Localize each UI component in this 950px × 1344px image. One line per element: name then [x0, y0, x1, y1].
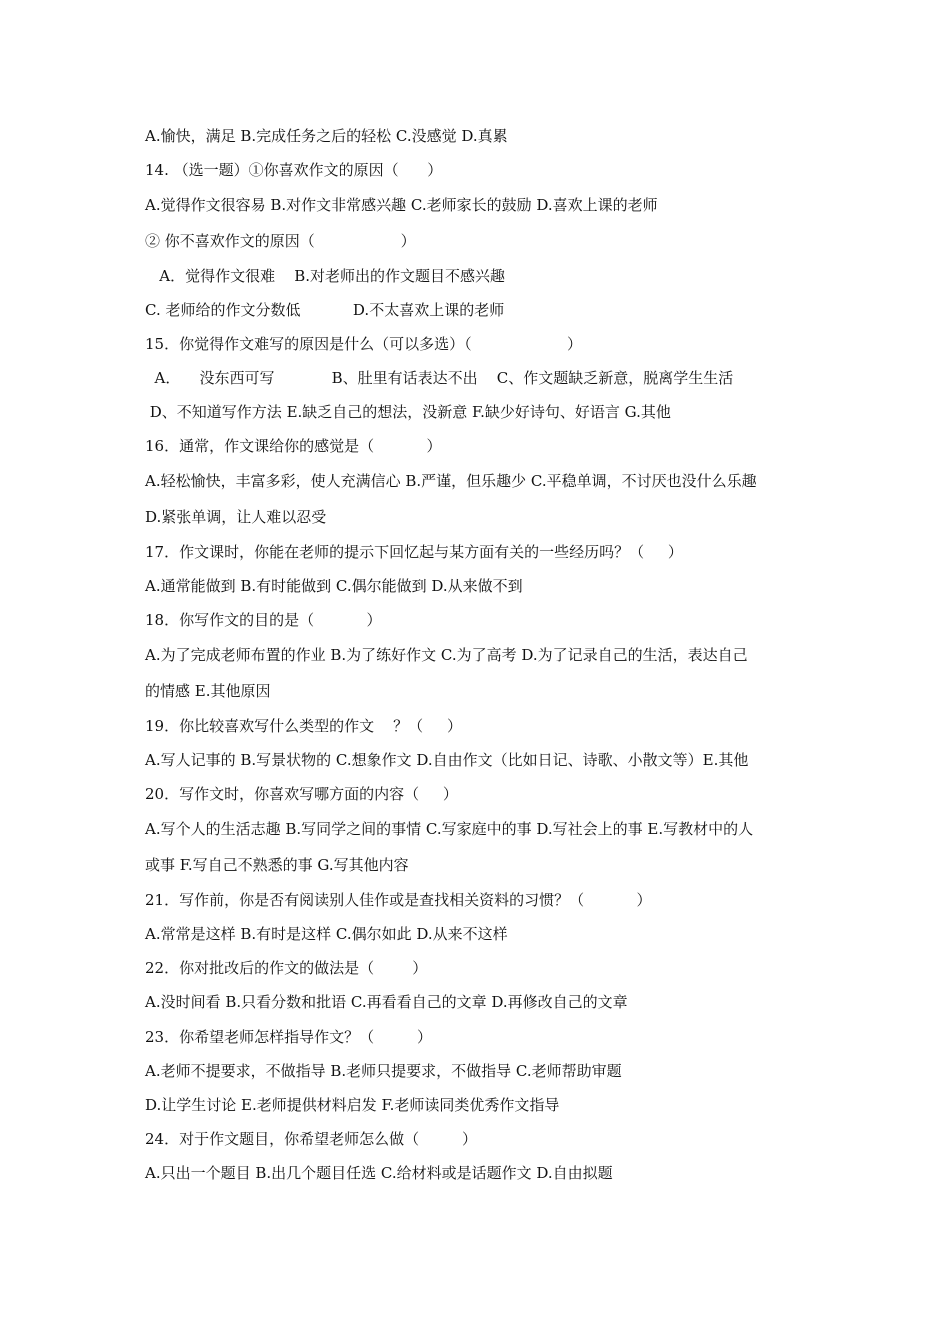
q23-options-1: A.老师不提要求，不做指导 B.老师只提要求，不做指导 C.老师帮助审题 — [145, 1062, 622, 1080]
q23-options-2: D.让学生讨论 E.老师提供材料启发 F.老师读同类优秀作文指导 — [145, 1096, 560, 1114]
q15-options-1: A． 没东西可写 B、肚里有话表达不出 C、作文题缺乏新意，脱离学生生活 — [145, 369, 734, 387]
q19-question: 19．你比较喜欢写什么类型的作文 ？（ ） — [145, 717, 463, 735]
q13-options: A.愉快，满足 B.完成任务之后的轻松 C.没感觉 D.真累 — [145, 127, 508, 145]
q15-options-2: D、不知道写作方法 E.缺乏自己的想法，没新意 F.缺少好诗句、好语言 G.其他 — [145, 403, 671, 421]
q18-options-1: A.为了完成老师布置的作业 B.为了练好作文 C.为了高考 D.为了记录自己的生活，表达自己 — [145, 646, 748, 664]
q24-question: 24．对于作文题目，你希望老师怎么做（ ） — [145, 1130, 478, 1148]
q14-dislike-options-1: A．觉得作文很难 B.对老师出的作文题目不感兴趣 — [145, 267, 506, 285]
q20-options-2: 或事 F.写自己不熟悉的事 G.写其他内容 — [145, 856, 409, 874]
q21-options: A.常常是这样 B.有时是这样 C.偶尔如此 D.从来不这样 — [145, 925, 508, 943]
q16-question: 16．通常，作文课给你的感觉是（ ） — [145, 437, 442, 455]
q14-question: 14. （选一题）①你喜欢作文的原因（ ） — [145, 161, 443, 179]
q18-options-2: 的情感 E.其他原因 — [145, 682, 271, 700]
q16-options-2: D.紧张单调，让人难以忍受 — [145, 508, 327, 526]
q14-like-options: A.觉得作文很容易 B.对作文非常感兴趣 C.老师家长的鼓励 D.喜欢上课的老师 — [145, 196, 658, 214]
q17-options: A.通常能做到 B.有时能做到 C.偶尔能做到 D.从来做不到 — [145, 577, 523, 595]
q22-question: 22．你对批改后的作文的做法是（ ） — [145, 959, 428, 977]
q16-options-1: A.轻松愉快，丰富多彩，使人充满信心 B.严谨，但乐趣少 C.平稳单调，不讨厌也没什么乐趣 — [145, 472, 757, 490]
q24-options: A.只出一个题目 B.出几个题目任选 C.给材料或是话题作文 D.自由拟题 — [145, 1164, 613, 1182]
q22-options: A.没时间看 B.只看分数和批语 C.再看看自己的文章 D.再修改自己的文章 — [145, 993, 628, 1011]
q21-question: 21．写作前，你是否有阅读别人佳作或是查找相关资料的习惯？（ ） — [145, 891, 652, 909]
q19-options: A.写人记事的 B.写景状物的 C.想象作文 D.自由作文（比如日记、诗歌、小散文等）E.其他 — [145, 751, 749, 769]
q20-question: 20．写作文时，你喜欢写哪方面的内容（ ） — [145, 785, 458, 803]
q17-question: 17．作文课时，你能在老师的提示下回忆起与某方面有关的一些经历吗？（ ） — [145, 543, 683, 561]
q15-question: 15．你觉得作文难写的原因是什么（可以多选）（ ） — [145, 335, 582, 353]
q14-dislike-question: ② 你不喜欢作文的原因（ ） — [145, 232, 416, 250]
q20-options-1: A.写个人的生活志趣 B.写同学之间的事情 C.写家庭中的事 D.写社会上的事 E.写教材中的人 — [145, 820, 754, 838]
q23-question: 23．你希望老师怎样指导作文？（ ） — [145, 1028, 433, 1046]
q18-question: 18．你写作文的目的是（ ） — [145, 611, 382, 629]
q14-dislike-options-2: C. 老师给的作文分数低 D.不太喜欢上课的老师 — [145, 301, 505, 319]
